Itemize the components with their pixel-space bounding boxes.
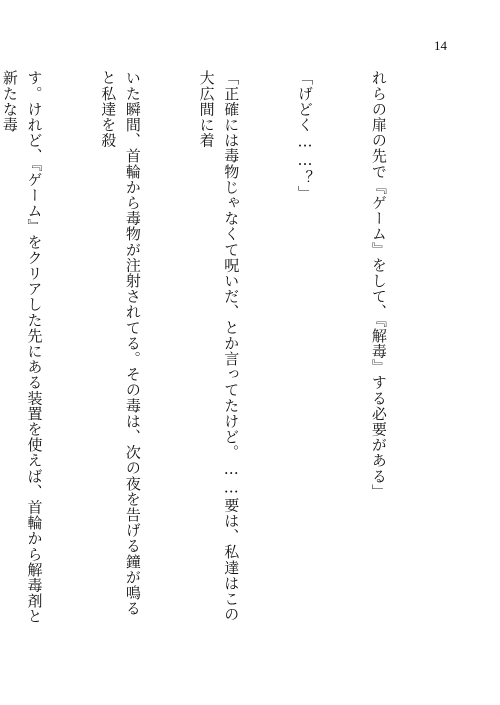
- vertical-text-block: [0, 70, 440, 630]
- text-line: 「正確には毒物じゃなくて呪いだ、とか言ってたけど。……要は、私達はこの大広間に着: [197, 70, 241, 622]
- text-line: す。けれど、『ゲーム』をクリアした先にある装置を使えば、首輪から解毒剤と新たな毒: [0, 70, 44, 625]
- text-line: 「げどく……？」: [296, 70, 315, 201]
- page-number: 14: [434, 38, 447, 53]
- text-line: れらの扉の先で『ゲーム』をして、『解毒』する必要がある」: [369, 70, 388, 500]
- text-line: いた瞬間、首輪から毒物が注射されてる。その毒は、次の夜を告げる鐘が鳴ると私達を殺: [99, 70, 142, 616]
